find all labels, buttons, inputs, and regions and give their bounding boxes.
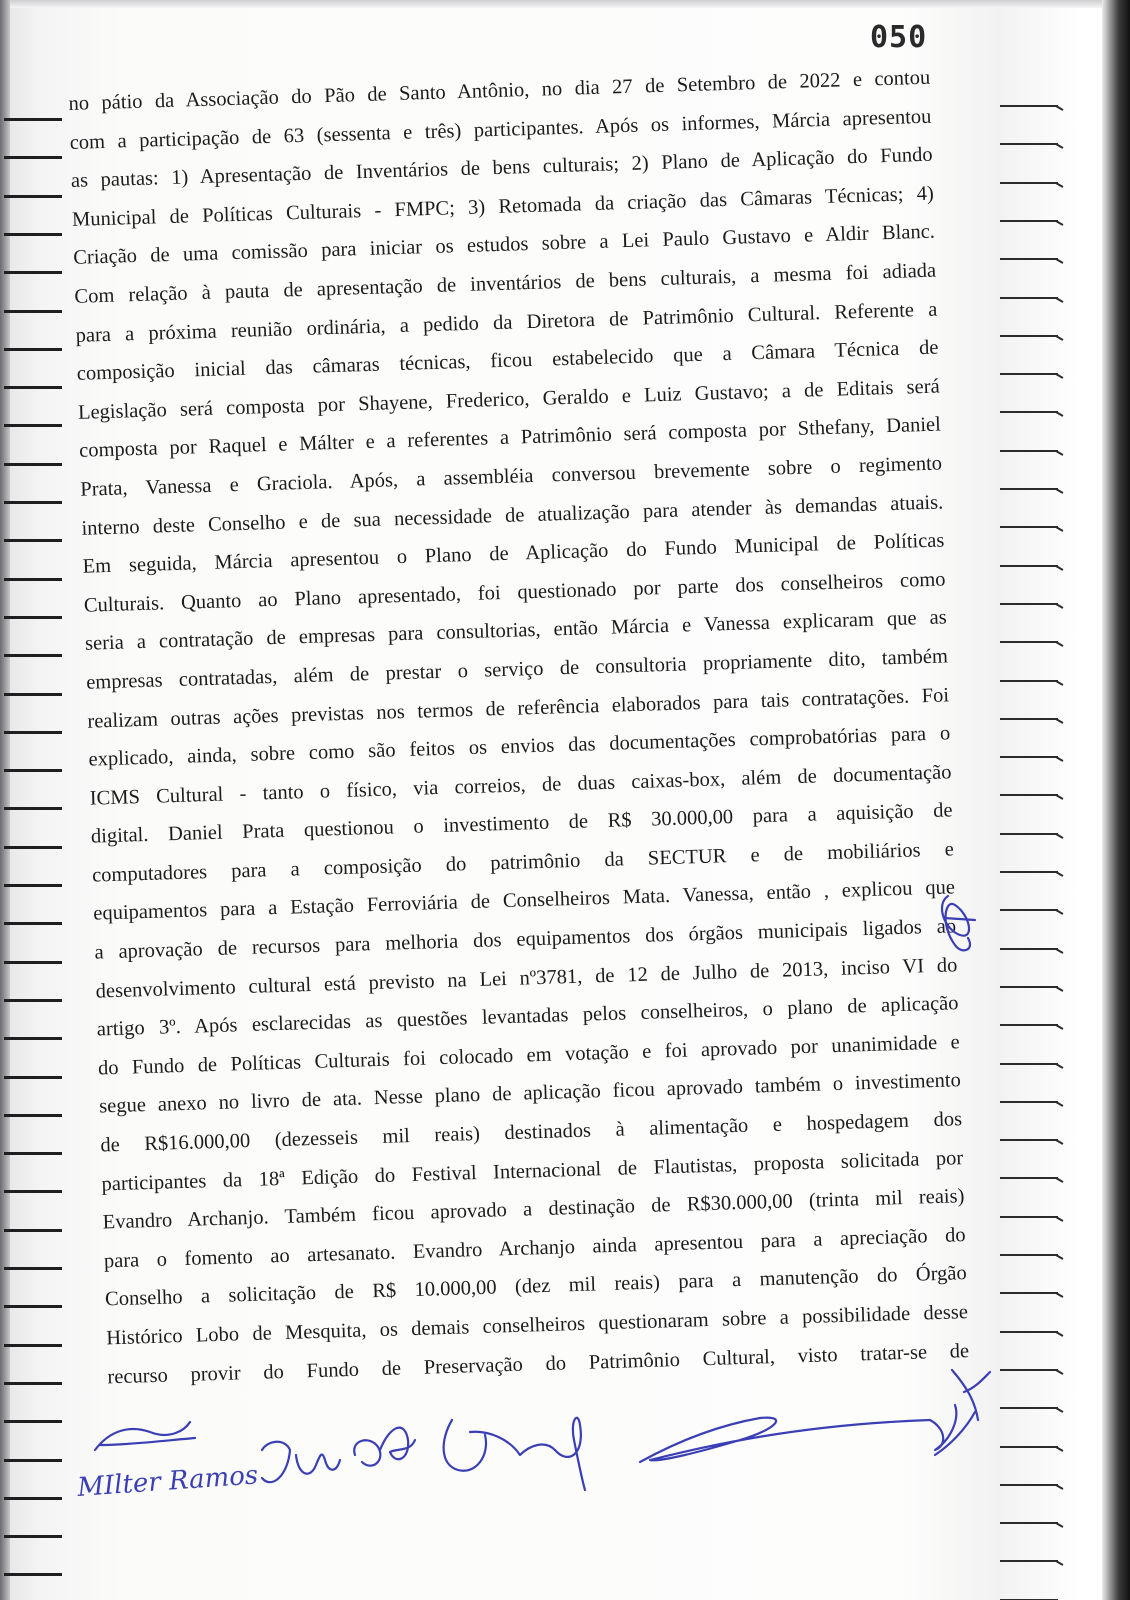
text-line: Municipal de Políticas Culturais - FMPC; 3) Retomada da criação das Câmaras Técnicas; 4) <box>71 182 935 231</box>
signature-4 <box>444 1418 585 1490</box>
margin-rule <box>1000 1139 1058 1141</box>
margin-rule <box>1000 1063 1058 1065</box>
margin-rule <box>1000 948 1058 950</box>
text-line: a aprovação de recursos para melhoria dos equipamentos dos órgãos municipais ligados ao <box>94 915 957 964</box>
margin-rule <box>4 1535 62 1538</box>
text-line: Culturais. Quanto ao Plano apresentado, foi questionado por parte dos conselheiros como <box>83 568 946 617</box>
margin-rule <box>1000 986 1058 988</box>
signature-3 <box>354 1428 415 1466</box>
margin-rule <box>1000 833 1058 835</box>
text-line: ICMS Cultural - tanto o físico, via correios, de duas caixas-box, além de documentação <box>89 761 952 810</box>
right-margin-rules <box>1000 0 1075 1600</box>
margin-rule <box>4 195 62 198</box>
text-line: Conselho a solicitação de R$ 10.000,00 (dez mil reais) para a manutenção do Órgão <box>104 1262 968 1311</box>
margin-rule <box>4 922 62 925</box>
margin-rule <box>4 1037 62 1040</box>
margin-rule <box>1000 182 1058 184</box>
text-line: composta por Raquel e Málter e a referentes a Patrimônio será composta por Sthefany, Daniel <box>78 413 942 463</box>
margin-rule <box>1000 1522 1058 1524</box>
signature-initials <box>95 1422 195 1450</box>
margin-rule <box>1000 1331 1058 1333</box>
margin-rule <box>1000 756 1058 758</box>
margin-rule <box>4 424 62 427</box>
margin-rule <box>1000 794 1058 796</box>
margin-rule <box>4 1114 62 1117</box>
margin-rule <box>4 961 62 964</box>
margin-rule <box>1000 1177 1058 1179</box>
margin-rule <box>1000 411 1058 413</box>
margin-rule <box>4 999 62 1002</box>
signature-name: MIlter Ramos <box>76 1460 260 1503</box>
margin-rule <box>4 1152 62 1155</box>
text-line: artigo 3º. Após esclarecidas as questões levantadas pelos conselheiros, o plano de aplicação <box>96 992 959 1041</box>
margin-rule <box>4 156 62 159</box>
left-margin-rules <box>0 0 80 1600</box>
text-line: Em seguida, Márcia apresentou o Plano de Aplicação do Fundo Municipal de Políticas <box>82 529 945 578</box>
margin-rule <box>4 769 62 772</box>
text-line: as pautas: 1) Apresentação de Inventários de bens culturais; 2) Plano de Aplicação do Fundo <box>70 143 933 193</box>
text-line: para o fomento ao artesanato. Evandro Archanjo ainda apresentou para a apreciação do <box>103 1223 966 1273</box>
text-line: Evandro Archanjo. Também ficou aprovado a destinação de R$30.000,00 (trinta mil reais) <box>102 1185 965 1234</box>
text-line: empresas contratadas, além de prestar o serviço de consultoria propriamente dito, também <box>85 645 949 694</box>
margin-rule <box>1000 526 1058 528</box>
margin-rule <box>1000 603 1058 605</box>
margin-rule <box>4 1267 62 1270</box>
margin-rule <box>4 1420 62 1423</box>
text-line: no pátio da Associação do Pão de Santo Antônio, no dia 27 de Setembro de 2022 e contou <box>68 66 931 115</box>
text-line: seria a contratação de empresas para consultorias, então Márcia e Vanessa explicaram que as <box>84 606 948 656</box>
text-line: de R$16.000,00 (dezesseis mil reais) destinados à alimentação e hospedagem dos <box>100 1108 963 1157</box>
margin-rule <box>4 539 62 542</box>
signature-margin <box>935 1370 990 1455</box>
text-line: com a participação de 63 (sessenta e três) participantes. Após os informes, Márcia apresentou <box>69 105 932 154</box>
margin-rule <box>1000 1560 1058 1562</box>
margin-rule <box>1000 450 1058 452</box>
text-line: para a próxima reunião ordinária, a pedido da Diretora de Patrimônio Cultural. Referente a <box>75 298 938 347</box>
text-line: Com relação à pauta de apresentação de inventários de bens culturais, a mesma foi adiada <box>74 259 937 308</box>
margin-rule <box>4 386 62 389</box>
text-line: equipamentos para a Estação Ferroviária de Conselheiros Mata. Vanessa, então , explicou que <box>92 876 956 926</box>
margin-rule <box>4 1344 62 1347</box>
margin-rule <box>1000 680 1058 682</box>
text-line: Histórico Lobo de Mesquita, os demais conselheiros questionaram sobre a possibilidade desse <box>105 1301 969 1350</box>
signature-long <box>640 1405 956 1462</box>
text-line: interno deste Conselho e de sua necessidade de atualização para atender às demandas atuais. <box>81 491 944 540</box>
margin-rule <box>4 654 62 657</box>
margin-rule <box>4 310 62 313</box>
margin-rule <box>4 1382 62 1385</box>
margin-rule <box>1000 373 1058 375</box>
margin-rule <box>1000 641 1058 643</box>
text-line: Criação de uma comissão para iniciar os estudos sobre a Lei Paulo Gustavo e Aldir Blanc. <box>72 220 936 270</box>
text-line: digital. Daniel Prata questionou o investimento de R$ 30.000,00 para a aquisição de <box>90 799 953 848</box>
margin-rule <box>1000 335 1058 337</box>
scan-border-top <box>0 0 1130 8</box>
text-line: do Fundo de Políticas Culturais foi colocado em votação e foi aprovado por unanimidade e <box>97 1031 960 1080</box>
margin-rule <box>1000 565 1058 567</box>
text-line: recurso provir do Fundo de Preservação do Patrimônio Cultural, visto tratar-se de <box>107 1339 970 1388</box>
margin-rule <box>4 693 62 696</box>
text-line: participantes da 18ª Edição do Festival Internacional de Flautistas, proposta solicitada por <box>101 1146 964 1196</box>
margin-rule <box>4 1497 62 1500</box>
margin-rule <box>1000 105 1058 107</box>
scan-border-right <box>1102 0 1130 1600</box>
margin-rule <box>4 348 62 351</box>
page-number: 050 <box>870 20 928 55</box>
margin-rule <box>4 501 62 504</box>
text-line: segue anexo no livro de ata. Nesse plano de aplicação ficou aprovado também o investimento <box>98 1069 962 1118</box>
margin-rule <box>4 884 62 887</box>
margin-rule <box>1000 718 1058 720</box>
margin-rule <box>4 233 62 236</box>
margin-rule <box>1000 1254 1058 1256</box>
text-line: desenvolvimento cultural está previsto na Lei nº3781, de 12 de Julho de 2013, inciso VI do <box>95 953 958 1003</box>
margin-rule <box>4 731 62 734</box>
margin-rule <box>1000 909 1058 911</box>
text-line: Prata, Vanessa e Graciola. Após, a assembléia conversou brevemente sobre o regimento <box>80 452 943 501</box>
margin-rule <box>1000 1484 1058 1486</box>
margin-rule <box>4 1076 62 1079</box>
signature-2 <box>262 1442 340 1482</box>
margin-rule <box>1000 1446 1058 1448</box>
text-line: computadores para a composição do patrimônio da SECTUR e de mobiliários e <box>91 838 955 887</box>
text-line: Legislação será composta por Shayene, Frederico, Geraldo e Luiz Gustavo; a de Editais será <box>77 375 940 424</box>
margin-rule <box>4 616 62 619</box>
margin-rule <box>4 118 62 121</box>
margin-rule <box>1000 297 1058 299</box>
margin-rule <box>4 1229 62 1232</box>
margin-rule <box>1000 1216 1058 1218</box>
margin-rule <box>1000 1292 1058 1294</box>
margin-rule <box>1000 1407 1058 1409</box>
margin-rule <box>4 846 62 849</box>
margin-rule <box>1000 1024 1058 1026</box>
margin-rule <box>1000 220 1058 222</box>
margin-rule <box>1000 1101 1058 1103</box>
minutes-text <box>68 59 970 1397</box>
margin-rule <box>4 271 62 274</box>
margin-rule <box>1000 871 1058 873</box>
text-line: composição inicial das câmaras técnicas, ficou estabelecido que a Câmara Técnica de <box>76 336 939 386</box>
text-line: realizam outras ações previstas nos termos de referência elaborados para tais contratações. Foi <box>87 683 950 733</box>
margin-rule <box>4 1459 62 1462</box>
margin-rule <box>4 578 62 581</box>
margin-rule <box>4 1573 62 1576</box>
margin-rule <box>4 1190 62 1193</box>
margin-rule <box>1000 258 1058 260</box>
margin-rule <box>1000 143 1058 145</box>
margin-rule <box>4 463 62 466</box>
margin-rule <box>4 807 62 810</box>
margin-rule <box>4 1305 62 1308</box>
text-line: explicado, ainda, sobre como são feitos os envios das documentações comprobatórias para o <box>88 722 951 771</box>
margin-rule <box>1000 1369 1058 1371</box>
margin-rule <box>1000 488 1058 490</box>
